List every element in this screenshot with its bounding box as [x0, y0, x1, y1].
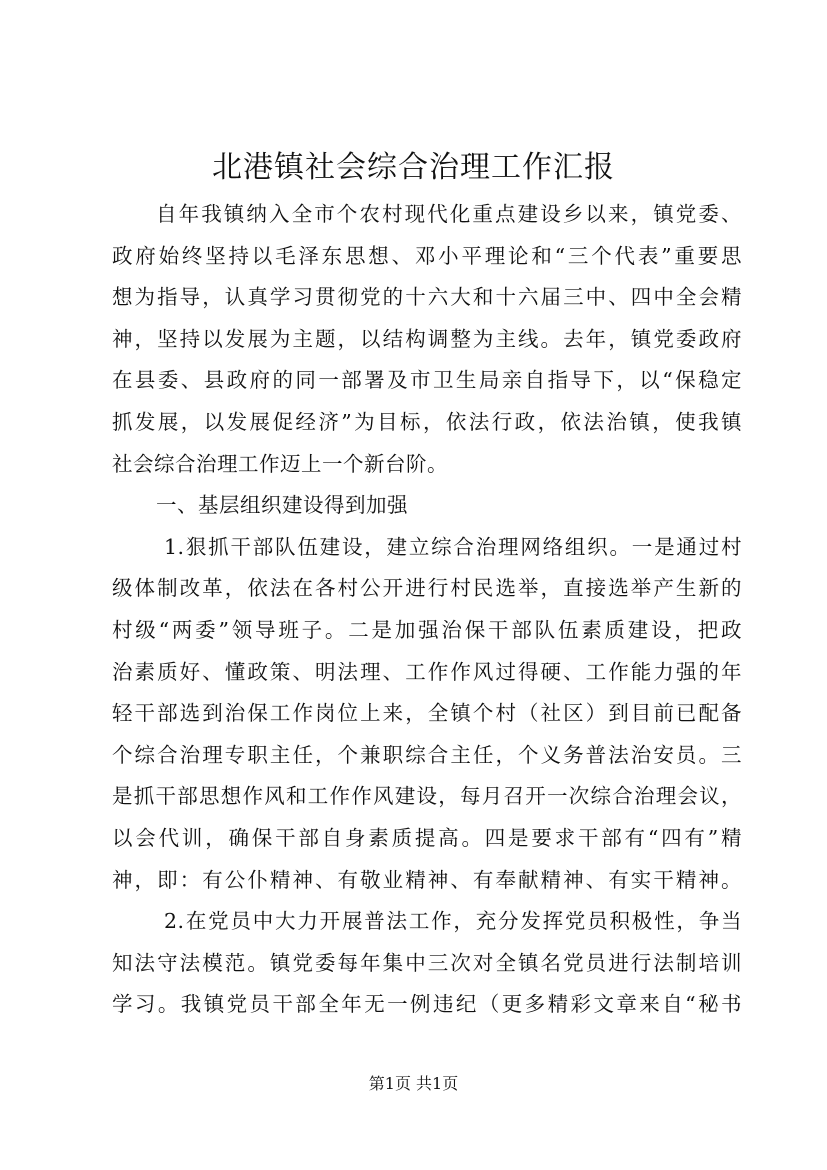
- paragraph-2: [112, 901, 742, 1026]
- paragraph-line: 2.在党员中大力开展普法工作，充分发挥党员积极性，争当: [164, 909, 742, 934]
- intro-line: 社会综合治理工作迈上一个新台阶。: [112, 451, 448, 476]
- intro-line: 自年我镇纳入全市个农村现代化重点建设乡以来，镇党委、: [156, 202, 742, 226]
- document-title: 北港镇社会综合治理工作汇报: [212, 150, 615, 185]
- intro-line: 政府始终坚持以毛泽东思想、邓小平理论和“三个代表”重要思: [112, 243, 742, 268]
- paragraph-line: 级体制改革，依法在各村公开进行村民选举，直接选举产生新的: [112, 576, 742, 601]
- paragraph-line: 是抓干部思想作风和工作作风建设，每月召开一次综合治理会议，: [112, 784, 742, 809]
- page-footer: 第1页 共1页: [368, 1074, 459, 1093]
- intro-paragraph: [112, 194, 742, 485]
- paragraph-line: 村级“两委”领导班子。二是加强治保干部队伍素质建设，把政: [112, 617, 742, 642]
- paragraph-line: 以会代训，确保干部自身素质提高。四是要求干部有“四有”精: [112, 825, 742, 850]
- paragraph-1: [112, 527, 742, 901]
- intro-line: 想为指导，认真学习贯彻党的十六大和十六届三中、四中全会精: [112, 285, 742, 310]
- paragraph-line: 神，即：有公仆精神、有敬业精神、有奉献精神、有实干精神。: [112, 867, 742, 892]
- paragraph-line: 学习。我镇党员干部全年无一例违纪（更多精彩文章来自“秘书: [112, 992, 742, 1017]
- paragraph-line: 1.狠抓干部队伍建设，建立综合治理网络组织。一是通过村: [164, 534, 742, 559]
- paragraph-line: 知法守法模范。镇党委每年集中三次对全镇名党员进行法制培训: [112, 950, 742, 975]
- paragraph-line: 轻干部选到治保工作岗位上来，全镇个村（社区）到目前已配备: [112, 701, 742, 726]
- paragraph-line: 个综合治理专职主任，个兼职综合主任，个义务普法治安员。三: [112, 742, 742, 767]
- section-heading: 一、基层组织建设得到加强: [156, 493, 408, 518]
- intro-line: 神，坚持以发展为主题，以结构调整为主线。去年，镇党委政府: [112, 326, 742, 351]
- document-body: [112, 194, 742, 1026]
- paragraph-line: 治素质好、懂政策、明法理、工作作风过得硬、工作能力强的年: [112, 659, 742, 684]
- intro-line: 抓发展，以发展促经济”为目标，依法行政，依法治镇，使我镇: [112, 409, 742, 434]
- intro-line: 在县委、县政府的同一部署及市卫生局亲自指导下，以“保稳定: [112, 368, 742, 393]
